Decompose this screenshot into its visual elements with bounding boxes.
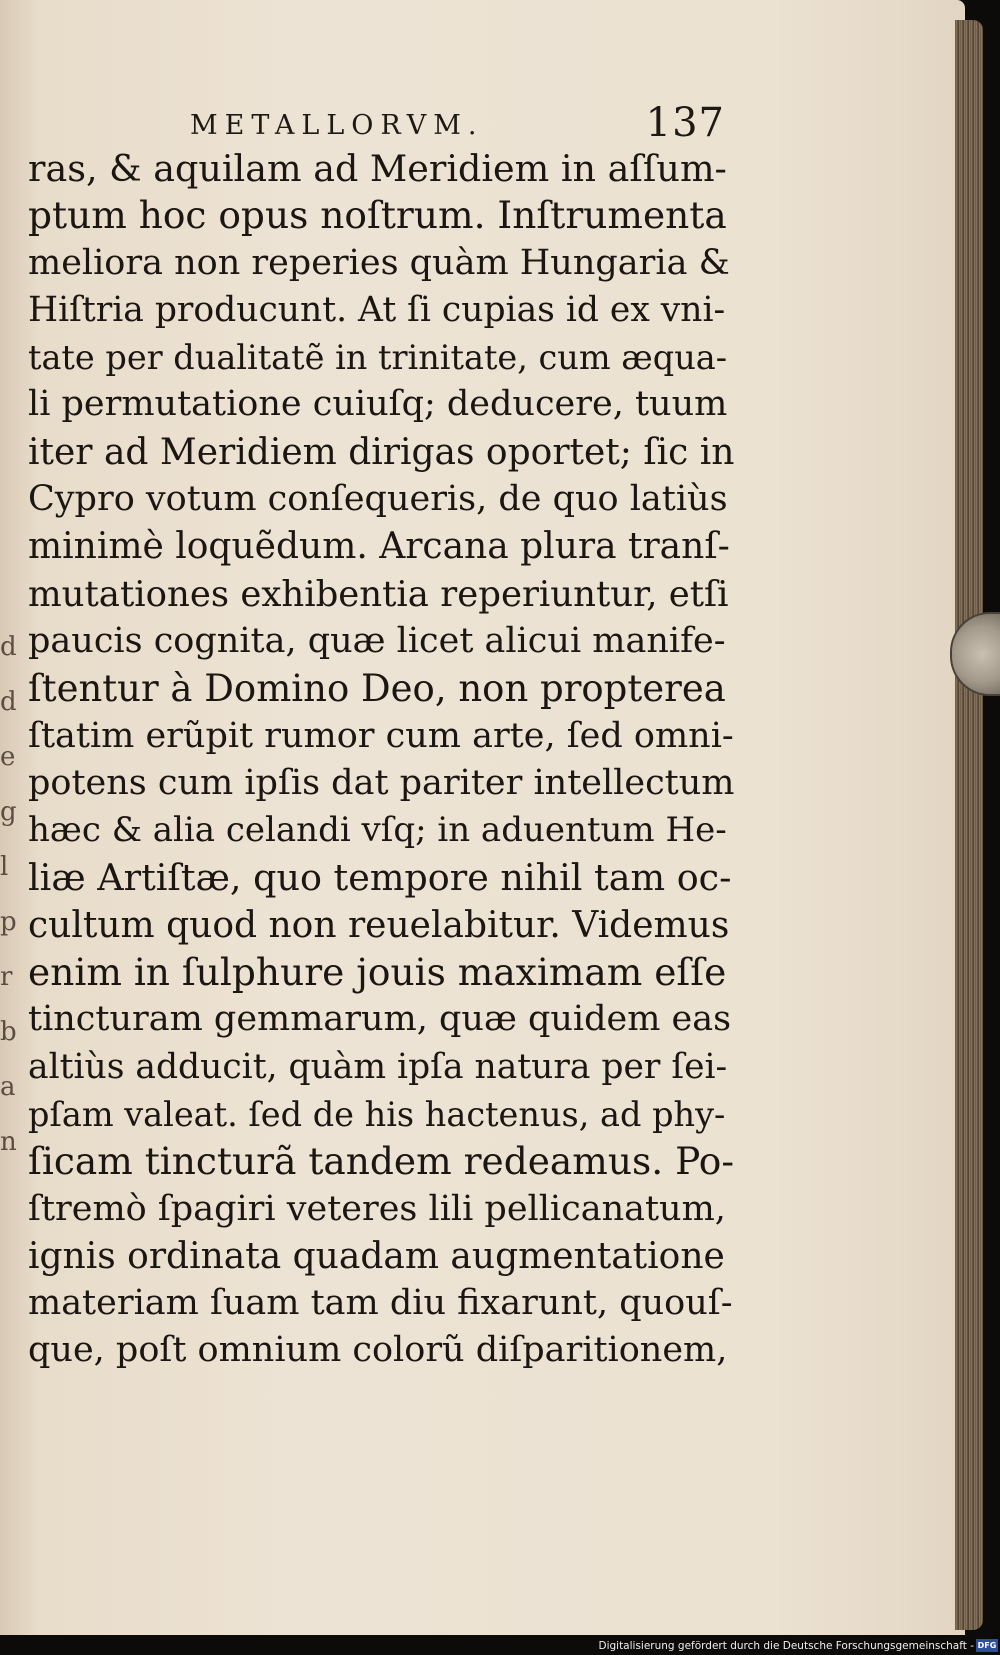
- text-line: paucis cognita, quæ licet alicui manife-: [28, 620, 726, 661]
- text-line: Hiſtria producunt. At ſi cupias id ex vni-: [28, 289, 726, 330]
- bleed-glyph: d: [0, 632, 17, 662]
- bleed-glyph: n: [0, 1127, 17, 1157]
- text-line: ras, & aquilam ad Meridiem in aſſum-: [28, 147, 727, 190]
- text-line: ſicam tincturã tandem redeamus. Po-: [28, 1139, 734, 1184]
- text-line: potens cum ipſis dat pariter intellectum: [28, 762, 734, 803]
- bleed-glyph: l: [0, 852, 9, 882]
- bleed-glyph: d: [0, 687, 17, 717]
- text-line: cultum quod non reuelabitur. Videmus: [28, 904, 730, 946]
- text-line: iter ad Meridiem dirigas oportet; ſic in: [28, 431, 734, 473]
- text-line: tincturam gemmarum, quæ quidem eas: [28, 999, 732, 1040]
- body-text: [28, 145, 734, 1375]
- text-line: li permutatione cuiuſq; deducere, tuum: [28, 384, 728, 425]
- text-line: meliora non reperies quàm Hungaria &: [28, 242, 730, 283]
- text-line: ſtremò ſpagiri veteres lili pellicanatum,: [28, 1188, 726, 1229]
- text-line: tate per dualitatẽ in trinitate, cum æqua-: [28, 338, 728, 378]
- text-line: materiam ſuam tam diu fixarunt, quouſ-: [28, 1283, 733, 1324]
- bleed-glyph: p: [0, 907, 17, 937]
- text-line: liæ Artiſtæ, quo tempore nihil tam oc-: [28, 856, 732, 900]
- text-line: ſtentur à Domino Deo, non propterea: [28, 667, 726, 711]
- text-line: hæc & alia celandi vſq; in aduentum He-: [28, 810, 727, 851]
- text-line: minimè loquẽdum. Arcana plura tranſ-: [28, 526, 730, 568]
- bleed-glyph: g: [0, 797, 17, 827]
- text-line: altiùs adducit, quàm ipſa natura per ſei-: [28, 1046, 728, 1087]
- text-line: mutationes exhibentia reperiuntur, etſi: [28, 573, 729, 615]
- text-line: ptum hoc opus noſtrum. Inſtrumenta: [28, 193, 727, 238]
- text-line: pſam valeat. ſed de his hactenus, ad phy-: [28, 1094, 726, 1134]
- page-edges: [955, 20, 983, 1630]
- dfg-logo: DFG: [977, 1641, 997, 1650]
- running-head-title: METALLORVM.: [190, 110, 484, 141]
- text-line: que, poſt omnium colorũ diſparitionem,: [28, 1330, 728, 1371]
- running-head: [190, 100, 725, 148]
- bleed-glyph: b: [0, 1017, 17, 1047]
- bleed-glyph: a: [0, 1072, 16, 1102]
- text-line: ſtatim erũpit rumor cum arte, ſed omni-: [28, 715, 734, 756]
- text-line: Cypro votum conſequeris, de quo latiùs: [28, 479, 728, 520]
- text-line: enim in ſulphure jouis maximam eſſe: [28, 950, 727, 995]
- page-number: 137: [645, 100, 725, 146]
- bleed-glyph: r: [0, 962, 13, 992]
- digitization-footer: [0, 1635, 1000, 1655]
- funding-credit: Digitalisierung gefördert durch die Deutsche Forschungsgemeinschaft -: [598, 1640, 974, 1652]
- bleed-glyph: e: [0, 742, 16, 772]
- gutter-bleed-through: [0, 620, 16, 1320]
- text-line: ignis ordinata quadam augmentatione: [28, 1235, 725, 1277]
